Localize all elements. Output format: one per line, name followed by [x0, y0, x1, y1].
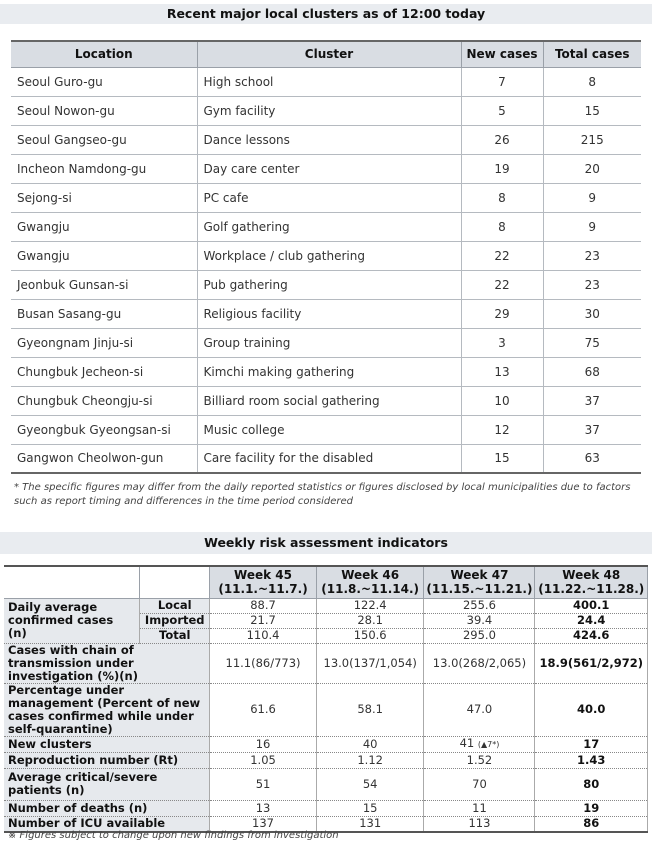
location-cell: Gangwon Cheolwon-gun: [11, 444, 197, 473]
cluster-cell: Gym facility: [197, 96, 461, 125]
indicator-label: Cases with chain of transmission under investigation (%)(n): [4, 643, 210, 683]
value-cell: [316, 643, 424, 683]
value-text: 80: [583, 776, 600, 791]
value-text: 15: [362, 800, 378, 815]
value-cell: 39.4: [424, 613, 535, 628]
cluster-cell: Pub gathering: [197, 270, 461, 299]
table-row: [11, 357, 641, 386]
value-cell: 424.6: [535, 628, 648, 643]
value-cell: 295.0: [424, 628, 535, 643]
clusters-footnote: * The specific figures may differ from the daily reported statistics or figures disclosed by local municipalities due to factors such as report timing and differences in the time period considered: [14, 482, 631, 507]
cluster-cell: Dance lessons: [197, 125, 461, 154]
table-row: [4, 736, 648, 752]
cluster-cell: Care facility for the disabled: [197, 444, 461, 473]
table-row: [4, 800, 648, 816]
table-row: [11, 154, 641, 183]
clusters-header-row: [11, 41, 641, 67]
total-cases-cell: 30: [543, 299, 641, 328]
table-row: [11, 183, 641, 212]
value-cell: 28.1: [316, 613, 424, 628]
total-cases-cell: 23: [543, 241, 641, 270]
new-cases-cell: 3: [461, 328, 543, 357]
table-row: [11, 386, 641, 415]
value-cell: [535, 752, 648, 768]
value-cell: [316, 736, 424, 752]
value-text: 17: [583, 736, 600, 751]
week-label: Week 47: [450, 568, 509, 583]
total-cases-cell: 9: [543, 212, 641, 241]
new-cases-cell: 5: [461, 96, 543, 125]
week-label: Week 45: [234, 568, 292, 583]
value-cell: [210, 752, 317, 768]
value-cell: [535, 736, 648, 752]
value-cell: [424, 643, 535, 683]
clusters-title: Recent major local clusters as of 12:00 today: [0, 4, 652, 24]
value-text: 40: [362, 736, 378, 751]
value-text: 54: [362, 776, 378, 791]
indicator-label: Number of ICU available: [4, 816, 210, 832]
value-cell: [535, 800, 648, 816]
cluster-cell: Day care center: [197, 154, 461, 183]
cluster-cell: Religious facility: [197, 299, 461, 328]
total-cases-cell: 9: [543, 183, 641, 212]
value-cell: [210, 683, 317, 736]
value-text: 86: [583, 816, 600, 831]
week-header: [316, 566, 424, 598]
new-cases-cell: 7: [461, 67, 543, 96]
location-cell: Gwangju: [11, 212, 197, 241]
cluster-cell: Billiard room social gathering: [197, 386, 461, 415]
value-text: 113: [468, 816, 491, 831]
daily-average-label: Daily average confirmed cases (n): [4, 598, 140, 643]
value-cell: [210, 736, 317, 752]
week-header: [210, 566, 317, 598]
table-row: [11, 212, 641, 241]
value-text: 13: [255, 800, 271, 815]
value-cell: 400.1: [535, 598, 648, 613]
value-text: 41: [459, 736, 475, 750]
risk-header-blank-sub: [140, 566, 210, 598]
week-header: [535, 566, 648, 598]
week-range: (11.8.~11.14.): [321, 582, 420, 597]
value-text: 1.43: [577, 752, 606, 767]
col-header-location: Location: [11, 41, 197, 67]
indicator-label: New clusters: [4, 736, 210, 752]
value-cell: 21.7: [210, 613, 317, 628]
value-text: 1.05: [250, 752, 276, 767]
value-text: 137: [252, 816, 274, 831]
value-text: 58.1: [357, 702, 383, 716]
risk-footnote: ※ Figures subject to change upon new findings from investigation: [8, 830, 339, 841]
clusters-table: [11, 40, 641, 474]
value-cell: 110.4: [210, 628, 317, 643]
value-cell: [535, 683, 648, 736]
table-row: [4, 683, 648, 736]
table-row: [11, 299, 641, 328]
value-cell: [424, 752, 535, 768]
new-cases-cell: 22: [461, 270, 543, 299]
total-cases-cell: 23: [543, 270, 641, 299]
value-text: 1.12: [357, 752, 383, 767]
value-cell: [535, 768, 648, 800]
value-cell: [316, 768, 424, 800]
indicator-label: Number of deaths (n): [4, 800, 210, 816]
value-text: 13.0(137/1,054): [323, 655, 417, 670]
location-cell: Chungbuk Cheongju-si: [11, 386, 197, 415]
table-row: [4, 598, 648, 613]
col-header-total-cases: Total cases: [543, 41, 641, 67]
table-row: [11, 241, 641, 270]
total-cases-cell: 63: [543, 444, 641, 473]
value-cell: 122.4: [316, 598, 424, 613]
cluster-cell: High school: [197, 67, 461, 96]
value-text: 70: [472, 776, 487, 791]
value-cell: [424, 800, 535, 816]
value-cell: [316, 800, 424, 816]
week-range: (11.22.~11.28.): [538, 582, 645, 597]
table-row: [11, 96, 641, 125]
week-header: [424, 566, 535, 598]
cluster-cell: PC cafe: [197, 183, 461, 212]
week-label: Week 46: [341, 568, 400, 583]
value-text: 51: [255, 776, 271, 791]
value-text: 40.0: [577, 702, 606, 716]
cluster-cell: Group training: [197, 328, 461, 357]
total-cases-cell: 37: [543, 386, 641, 415]
new-cases-cell: 29: [461, 299, 543, 328]
location-cell: Chungbuk Jecheon-si: [11, 357, 197, 386]
indicator-label: Percentage under management (Percent of new cases confirmed while under self-quarantine): [4, 683, 210, 736]
sub-label: Total: [140, 628, 210, 643]
value-text: 1.52: [466, 752, 493, 767]
location-cell: Seoul Nowon-gu: [11, 96, 197, 125]
cluster-cell: Music college: [197, 415, 461, 444]
total-cases-cell: 20: [543, 154, 641, 183]
table-row: [4, 768, 648, 800]
total-cases-cell: 37: [543, 415, 641, 444]
value-text: 11: [472, 800, 487, 815]
value-text: 16: [255, 736, 271, 751]
value-text: 61.6: [250, 702, 276, 716]
new-cases-cell: 12: [461, 415, 543, 444]
location-cell: Seoul Gangseo-gu: [11, 125, 197, 154]
value-cell: 24.4: [535, 613, 648, 628]
table-row: [11, 125, 641, 154]
sub-label: Local: [140, 598, 210, 613]
new-cases-cell: 15: [461, 444, 543, 473]
value-cell: [424, 768, 535, 800]
value-cell: [424, 736, 535, 752]
value-text: 11.1(86/773): [225, 655, 301, 670]
new-cases-cell: 26: [461, 125, 543, 154]
risk-header-row: [4, 566, 648, 598]
table-row: [11, 67, 641, 96]
risk-table: [4, 565, 648, 833]
value-cell: [424, 683, 535, 736]
value-cell: 150.6: [316, 628, 424, 643]
value-cell: 88.7: [210, 598, 317, 613]
value-text: 18.9(561/2,972): [539, 655, 643, 670]
new-cases-cell: 8: [461, 183, 543, 212]
new-cases-cell: 8: [461, 212, 543, 241]
value-cell: [210, 800, 317, 816]
indicator-label: Reproduction number (Rt): [4, 752, 210, 768]
location-cell: Busan Sasang-gu: [11, 299, 197, 328]
new-cases-cell: 13: [461, 357, 543, 386]
total-cases-cell: 8: [543, 67, 641, 96]
risk-header-blank: [4, 566, 140, 598]
new-cases-cell: 10: [461, 386, 543, 415]
location-cell: Gyeongbuk Gyeongsan-si: [11, 415, 197, 444]
value-text: 47.0: [466, 702, 493, 716]
location-cell: Gwangju: [11, 241, 197, 270]
sub-label: Imported: [140, 613, 210, 628]
total-cases-cell: 75: [543, 328, 641, 357]
risk-title: Weekly risk assessment indicators: [0, 532, 652, 554]
location-cell: Jeonbuk Gunsan-si: [11, 270, 197, 299]
col-header-new-cases: New cases: [461, 41, 543, 67]
value-cell: 255.6: [424, 598, 535, 613]
week-range: (11.1.~11.7.): [218, 582, 308, 597]
value-text: 19: [583, 800, 600, 815]
cluster-cell: Kimchi making gathering: [197, 357, 461, 386]
table-row: [4, 643, 648, 683]
week-range: (11.15.~11.21.): [426, 582, 533, 597]
new-cases-cell: 22: [461, 241, 543, 270]
value-cell: [210, 643, 317, 683]
table-row: [11, 444, 641, 473]
value-cell: [316, 752, 424, 768]
total-cases-cell: 15: [543, 96, 641, 125]
table-row: [11, 270, 641, 299]
value-text: 131: [359, 816, 382, 831]
location-cell: Incheon Namdong-gu: [11, 154, 197, 183]
value-text: 13.0(268/2,065): [432, 655, 527, 670]
cluster-cell: Workplace / club gathering: [197, 241, 461, 270]
value-note: (▲7*): [477, 740, 500, 749]
location-cell: Sejong-si: [11, 183, 197, 212]
value-cell: [316, 683, 424, 736]
cluster-cell: Golf gathering: [197, 212, 461, 241]
location-cell: Seoul Guro-gu: [11, 67, 197, 96]
table-row: [11, 415, 641, 444]
table-row: [4, 752, 648, 768]
total-cases-cell: 215: [543, 125, 641, 154]
new-cases-cell: 19: [461, 154, 543, 183]
col-header-cluster: Cluster: [197, 41, 461, 67]
week-label: Week 48: [562, 568, 621, 583]
indicator-label: Average critical/severe patients (n): [4, 768, 210, 800]
total-cases-cell: 68: [543, 357, 641, 386]
table-row: [11, 328, 641, 357]
value-cell: [210, 768, 317, 800]
location-cell: Gyeongnam Jinju-si: [11, 328, 197, 357]
value-cell: [535, 643, 648, 683]
